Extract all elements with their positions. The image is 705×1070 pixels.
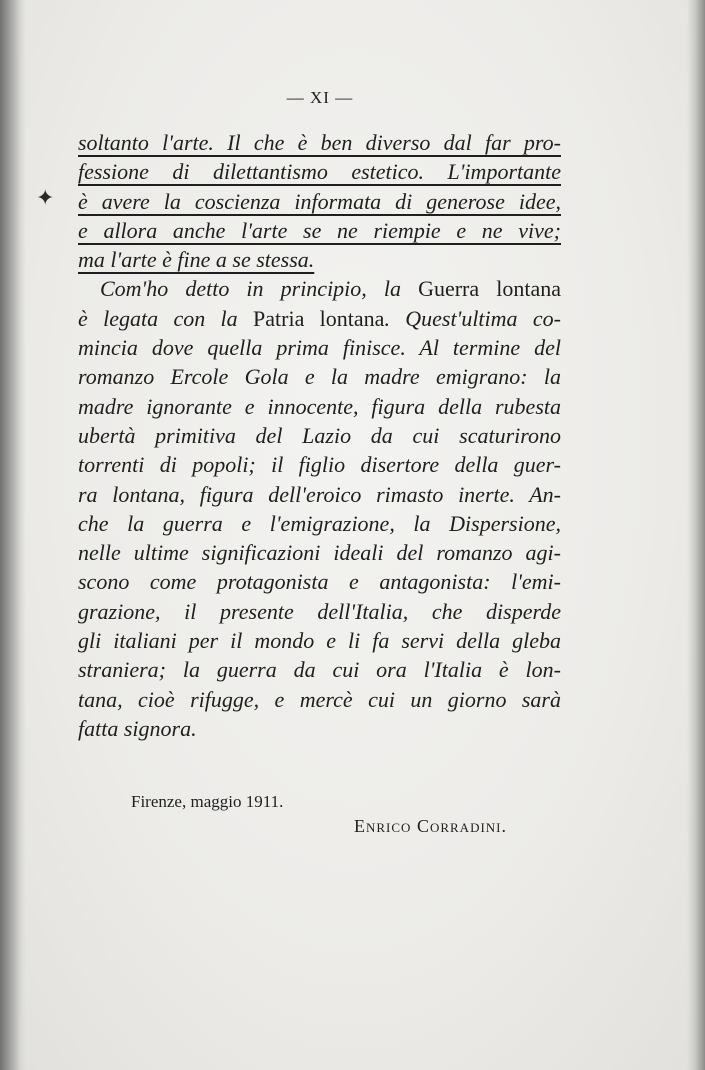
page-gutter-shadow	[0, 0, 26, 1070]
text-line: torrenti di popoli; il figlio disertore della guer-	[78, 452, 561, 478]
text-line: madre ignorante e innocente, figura della rubesta	[78, 393, 561, 419]
text-span: è legata con la	[78, 305, 254, 331]
text-line: che la guerra e l'emigrazione, la Dispersione,	[78, 510, 561, 536]
text-line: mincia dove quella prima finisce. Al termine del	[78, 335, 561, 361]
text-line: ra lontana, figura dell'eroico rimasto inerte. An-	[78, 481, 561, 507]
text-line: e allora anche l'arte se ne riempie e ne vive;	[78, 217, 561, 243]
text-span: . Quest'ultima co-	[384, 305, 561, 331]
text-line: fatta signora.	[78, 715, 197, 741]
text-line: tana, cioè rifugge, e mercè cui un giorno sarà	[78, 686, 561, 712]
text-line: ubertà primitiva del Lazio da cui scaturirono	[78, 422, 561, 448]
text-line: romanzo Ercole Gola e la madre emigrano: la	[78, 364, 561, 390]
author-signature: Enrico Corradini.	[354, 816, 508, 836]
title-reference: Patria lontana	[253, 305, 385, 331]
text-line: gli italiani per il mondo e li fa servi della gleba	[78, 628, 561, 654]
text-line: è avere la coscienza informata di generose idee,	[78, 188, 561, 214]
title-reference: Guerra lontana	[418, 276, 561, 302]
body-text	[78, 128, 561, 743]
text-line: straniera; la guerra da cui ora l'Italia è lon-	[78, 657, 561, 683]
text-line: ma l'arte è fine a se stessa.	[78, 247, 315, 273]
text-span: Com'ho detto in principio,	[100, 276, 384, 302]
text-line	[78, 274, 561, 303]
page-number: — XI —	[286, 88, 354, 107]
text-line: nelle ultime significazioni ideali del romanzo agi-	[78, 540, 561, 566]
text-line: soltanto l'arte. Il che è ben diverso dal far pro-	[78, 130, 561, 155]
text-line: scono come protagonista e antagonista: l'emi-	[78, 569, 561, 595]
text-line: grazione, il presente dell'Italia, che disperde	[78, 598, 561, 624]
page-edge-shadow	[687, 0, 705, 1070]
text-span: la	[383, 276, 419, 302]
margin-mark-icon: ✦	[36, 186, 55, 211]
text-line	[78, 304, 561, 333]
place-date: Firenze, maggio 1911.	[131, 792, 284, 811]
text-line: fessione di dilettantismo estetico. L'importante	[78, 159, 561, 185]
